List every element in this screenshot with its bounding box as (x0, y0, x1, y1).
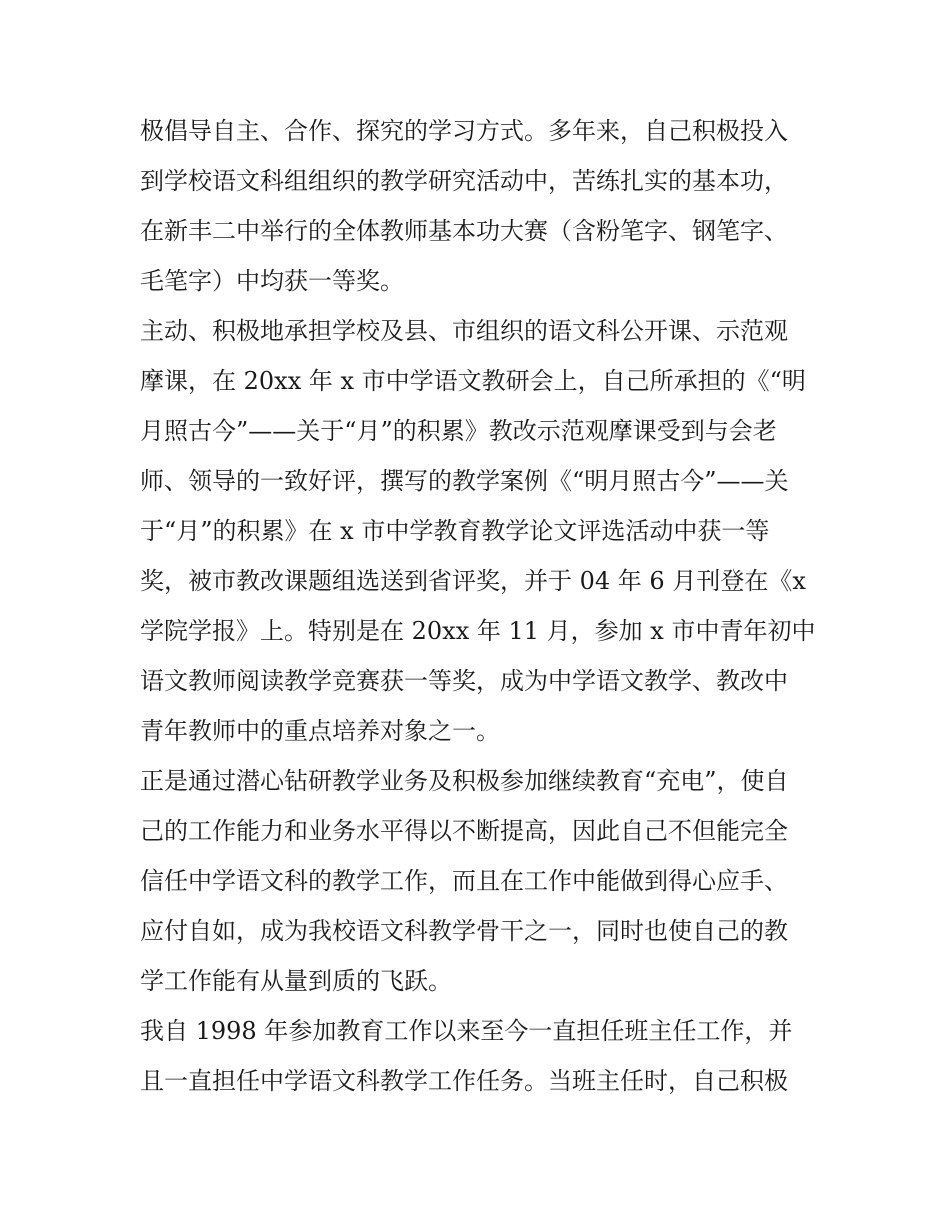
text-line-1: 极倡导自主、合作、探究的学习方式。多年来，自己积极投入 (140, 117, 788, 145)
text-line-17: 应付自如，成为我校语文科教学骨干之一，同时也使自己的教 (140, 917, 788, 945)
text-line-13: 青年教师中的重点培养对象之一。 (140, 717, 500, 745)
text-line-14: 正是通过潜心钻研教学业务及积极参加继续教育“充电”，使自 (140, 767, 789, 795)
text-line-11: 学院学报》上。特别是在 20xx 年 11 月，参加 x 市中青年初中 (140, 617, 816, 645)
text-line-2: 到学校语文科组组织的教学研究活动中，苦练扎实的基本功， (140, 167, 788, 195)
text-line-9: 于“月”的积累》在 x 市中学教育教学论文评选活动中获一等 (140, 517, 770, 545)
text-line-8: 师、领导的一致好评，撰写的教学案例《“明月照古今”——关 (140, 467, 789, 495)
text-line-10: 奖，被市教改课题组选送到省评奖，并于 04 年 6 月刊登在《x (140, 567, 806, 595)
text-line-20: 且一直担任中学语文科教学工作任务。当班主任时，自己积极 (140, 1067, 788, 1095)
text-line-15: 己的工作能力和业务水平得以不断提高，因此自己不但能完全 (140, 817, 788, 845)
text-line-12: 语文教师阅读教学竞赛获一等奖，成为中学语文教学、教改中 (140, 667, 788, 695)
text-line-16: 信任中学语文科的教学工作，而且在工作中能做到得心应手、 (140, 867, 788, 895)
text-line-19: 我自 1998 年参加教育工作以来至今一直担任班主任工作，并 (140, 1017, 793, 1045)
document-body (140, 106, 820, 1106)
text-line-7: 月照古今”——关于“月”的积累》教改示范观摩课受到与会老 (140, 417, 777, 445)
text-line-3: 在新丰二中举行的全体教师基本功大赛（含粉笔字、钢笔字、 (140, 217, 788, 245)
text-line-6: 摩课，在 20xx 年 x 市中学语文教研会上，自己所承担的《“明 (140, 367, 806, 395)
text-line-18: 学工作能有从量到质的飞跃。 (140, 967, 452, 995)
text-line-4: 毛笔字）中均获一等奖。 (140, 267, 404, 295)
text-line-5: 主动、积极地承担学校及县、市组织的语文科公开课、示范观 (140, 317, 788, 345)
